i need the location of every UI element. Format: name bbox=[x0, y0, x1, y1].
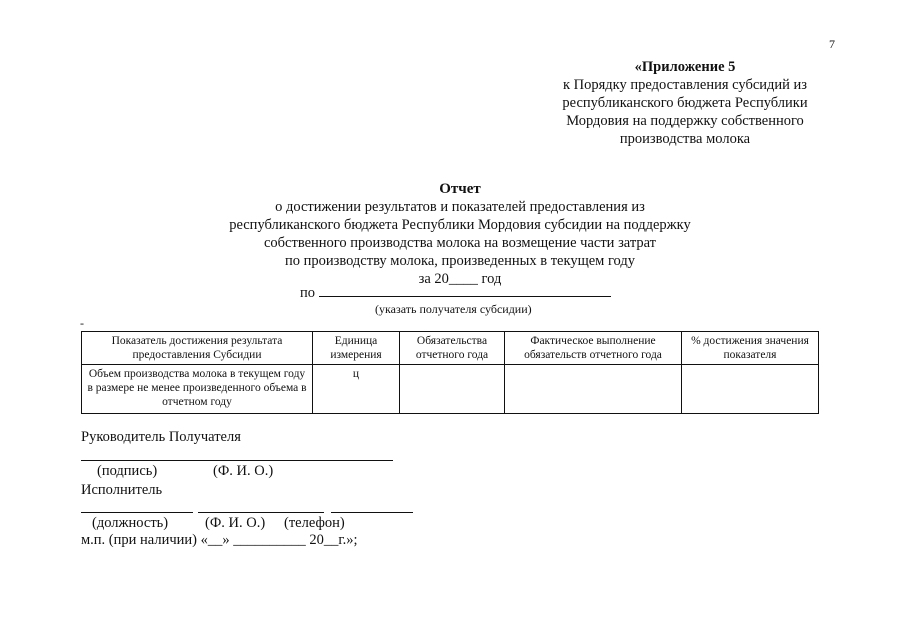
head-name-caption: (Ф. И. О.) bbox=[213, 463, 274, 479]
cell-obligations[interactable] bbox=[400, 365, 505, 414]
phone-line[interactable] bbox=[331, 512, 413, 513]
position-caption: (должность) bbox=[92, 515, 169, 531]
stamp-line: м.п. (при наличии) «__» __________ 20__г.»; bbox=[81, 532, 358, 548]
results-table bbox=[81, 331, 819, 414]
appendix-line: республиканского бюджета Республики bbox=[562, 95, 808, 111]
cell-indicator: Объем производства молока в текущем году в размере не менее произведенного объема в отчетном году bbox=[82, 365, 313, 414]
report-line: собственного производства молока на возмещение части затрат bbox=[263, 235, 657, 251]
report-heading bbox=[180, 180, 740, 288]
report-title: Отчет bbox=[439, 181, 481, 197]
recipient-underline bbox=[319, 284, 611, 297]
appendix-header bbox=[540, 58, 830, 148]
appendix-line: производства молока bbox=[619, 131, 751, 147]
head-label: Руководитель Получателя bbox=[81, 429, 241, 445]
header-unit: Единица измерения bbox=[313, 332, 400, 365]
cell-unit: ц bbox=[313, 365, 400, 414]
appendix-line: к Порядку предоставления субсидий из bbox=[562, 77, 808, 93]
page-number: 7 bbox=[829, 37, 835, 51]
head-sign-caption: (подпись) bbox=[97, 463, 158, 479]
header-indicator: Показатель достижения результата предоставления Субсидии bbox=[82, 332, 313, 365]
table-marker: - bbox=[80, 316, 84, 330]
recipient-caption: (указать получателя субсидии) bbox=[375, 302, 532, 316]
appendix-title: «Приложение 5 bbox=[634, 59, 736, 75]
executor-name-line[interactable] bbox=[198, 512, 324, 513]
table-row bbox=[82, 365, 819, 414]
report-line: по производству молока, произведенных в текущем году bbox=[284, 253, 636, 269]
executor-label: Исполнитель bbox=[81, 482, 163, 498]
cell-percent[interactable] bbox=[682, 365, 819, 414]
table-header-row bbox=[82, 332, 819, 365]
header-obligations: Обязательства отчетного года bbox=[400, 332, 505, 365]
header-percent: % достижения значения показателя bbox=[682, 332, 819, 365]
appendix-line: Мордовия на поддержку собственного bbox=[566, 113, 804, 129]
header-actual: Фактическое выполнение обязательств отчетного года bbox=[505, 332, 682, 365]
position-line[interactable] bbox=[81, 512, 193, 513]
recipient-prefix: по bbox=[300, 285, 316, 301]
report-line: о достижении результатов и показателей предоставления из bbox=[275, 199, 645, 215]
report-year-line: за 20____ год bbox=[418, 271, 502, 287]
phone-caption: (телефон) bbox=[284, 515, 345, 531]
report-line: республиканского бюджета Республики Мордовия субсидии на поддержку bbox=[229, 217, 691, 233]
head-signature-line[interactable] bbox=[81, 460, 393, 461]
executor-name-caption: (Ф. И. О.) bbox=[205, 515, 266, 531]
cell-actual[interactable] bbox=[505, 365, 682, 414]
recipient-field[interactable] bbox=[300, 284, 611, 302]
